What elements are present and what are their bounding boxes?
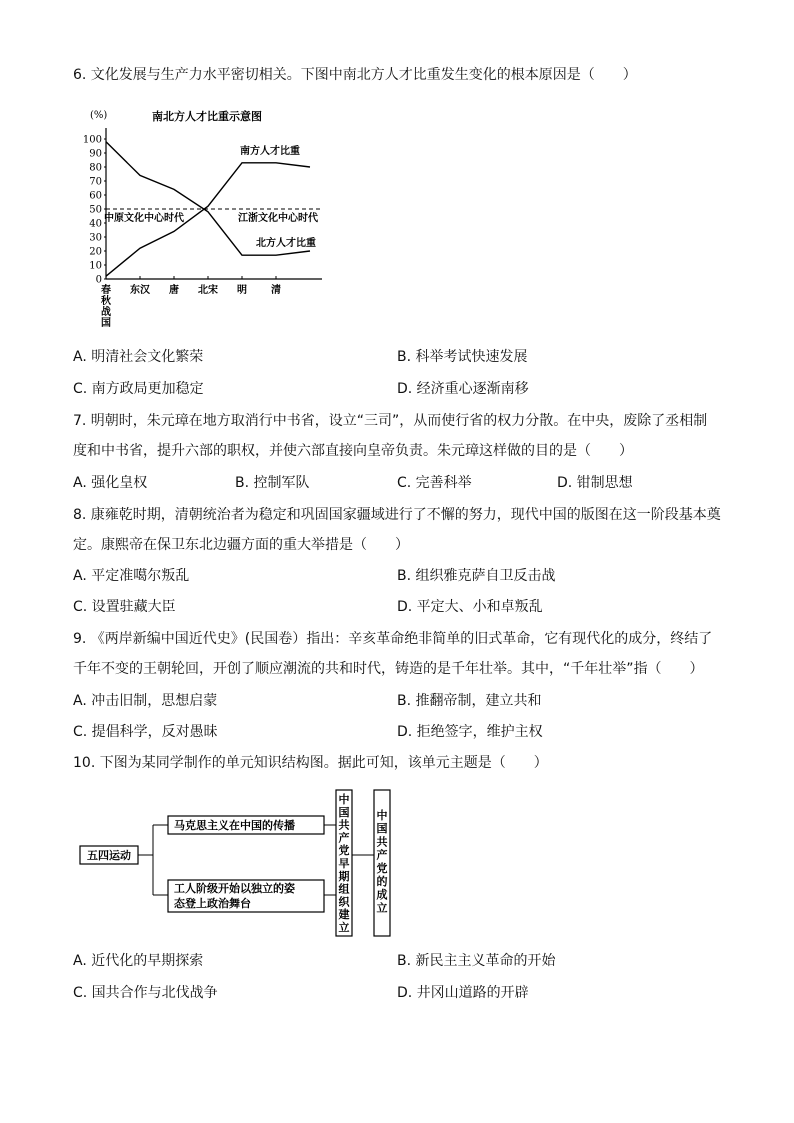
chart-ylabel: (%): [90, 110, 108, 121]
q7-option-d[interactable]: D. 钳制思想: [557, 475, 633, 491]
annotation-central-plains: 中原文化中心时代: [104, 213, 184, 224]
x-tick-label: 唐: [169, 285, 179, 296]
y-tick-label: 40: [89, 218, 102, 230]
q10-option-c[interactable]: C. 国共合作与北伐战争: [73, 985, 218, 1001]
q6-option-a[interactable]: A. 明清社会文化繁荣: [73, 349, 204, 365]
legend-south-label: 南方人才比重: [240, 146, 300, 157]
q6-option-b[interactable]: B. 科举考试快速发展: [397, 349, 528, 365]
y-tick-label: 90: [89, 148, 102, 160]
branch2-label-line-1: 工人阶级开始以独立的姿: [174, 882, 295, 895]
knowledge-structure-diagram: [78, 788, 398, 940]
y-ticks: [83, 135, 106, 286]
x-ticks: [100, 276, 281, 329]
q7-stem-line-1: 7. 明朝时，朱元璋在地方取消行中书省，设立“三司”，从而使行省的权力分散。在中央，废除了丞相制: [73, 413, 708, 429]
y-tick-label: 50: [89, 204, 102, 216]
q7-option-b[interactable]: B. 控制军队: [235, 475, 310, 491]
q8-stem-line-1: 8. 康雍乾时期，清朝统治者为稳定和巩固国家疆域进行了不懈的努力，现代中国的版图在这一阶段基本奠: [73, 507, 721, 523]
x-tick-label: 清: [271, 285, 281, 296]
q10-stem: 10. 下图为某同学制作的单元知识结构图。据此可知，该单元主题是（ ）: [73, 755, 548, 771]
branch2-label-line-2: 态登上政治舞台: [174, 897, 251, 910]
q7-option-a[interactable]: A. 强化皇权: [73, 475, 148, 491]
y-tick-label: 10: [89, 260, 102, 272]
q9-stem-line-1: 9. 《两岸新编中国近代史》(民国卷）指出：辛亥革命绝非简单的旧式革命，它有现代化的成分，终结了: [73, 631, 713, 647]
talent-ratio-chart: [80, 100, 340, 332]
q8-option-a[interactable]: A. 平定准噶尔叛乱: [73, 568, 190, 584]
middle-label: 中国共产党早期组织建立: [338, 793, 350, 934]
y-tick-label: 0: [95, 274, 102, 286]
q8-stem-line-2: 定。康熙帝在保卫东北边疆方面的重大举措是（ ）: [73, 537, 409, 553]
q9-option-c[interactable]: C. 提倡科学，反对愚昧: [73, 724, 218, 740]
annotation-jiangzhe: 江浙文化中心时代: [238, 213, 318, 224]
x-tick-label: 明: [237, 285, 247, 296]
y-tick-label: 30: [89, 232, 102, 244]
q9-option-d[interactable]: D. 拒绝签字，维护主权: [397, 724, 543, 740]
y-tick-label: 20: [89, 246, 102, 258]
q6-option-c[interactable]: C. 南方政局更加稳定: [73, 381, 204, 397]
x-tick-label: 春秋战国: [101, 285, 111, 329]
q10-option-d[interactable]: D. 井冈山道路的开辟: [397, 985, 529, 1001]
q7-option-c[interactable]: C. 完善科举: [397, 475, 472, 491]
y-tick-label: 100: [82, 134, 102, 146]
q9-option-a[interactable]: A. 冲击旧制，思想启蒙: [73, 693, 218, 709]
y-tick-label: 80: [89, 162, 102, 174]
q9-option-b[interactable]: B. 推翻帝制，建立共和: [397, 693, 542, 709]
x-tick-label: 东汉: [130, 285, 150, 296]
chart-title: 南北方人才比重示意图: [152, 110, 262, 123]
q6-stem: 6. 文化发展与生产力水平密切相关。下图中南北方人才比重发生变化的根本原因是（ ）: [73, 67, 637, 83]
q10-option-a[interactable]: A. 近代化的早期探索: [73, 953, 204, 969]
q8-option-c[interactable]: C. 设置驻藏大臣: [73, 599, 176, 615]
root-label: 五四运动: [87, 849, 131, 862]
q8-option-d[interactable]: D. 平定大、小和卓叛乱: [397, 599, 543, 615]
x-tick-label: 北宋: [198, 285, 218, 296]
branch1-label: 马克思主义在中国的传播: [174, 819, 295, 832]
q10-option-b[interactable]: B. 新民主主义革命的开始: [397, 953, 556, 969]
legend-north-label: 北方人才比重: [256, 238, 316, 249]
right-label: 中国共产党的成立: [376, 809, 388, 915]
q9-stem-line-2: 千年不变的王朝轮回，开创了顺应潮流的共和时代，铸造的是千年壮举。其中，“千年壮举”指（ ）: [73, 661, 704, 677]
q8-option-b[interactable]: B. 组织雅克萨自卫反击战: [397, 568, 556, 584]
y-tick-label: 60: [89, 190, 102, 202]
q7-stem-line-2: 度和中书省，提升六部的职权，并使六部直接向皇帝负责。朱元璋这样做的目的是（ ）: [73, 443, 633, 459]
y-tick-label: 70: [89, 176, 102, 188]
q6-option-d[interactable]: D. 经济重心逐渐南移: [397, 381, 529, 397]
